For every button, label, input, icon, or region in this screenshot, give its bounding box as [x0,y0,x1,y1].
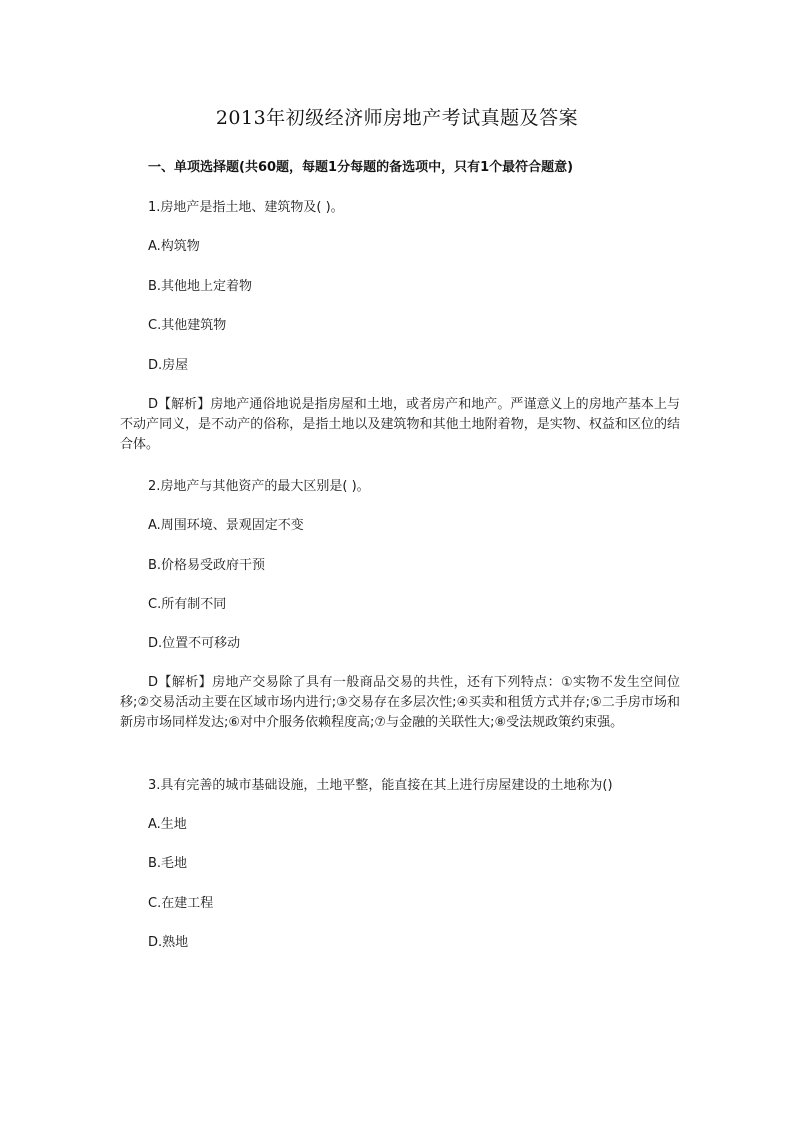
question-3-option-c: C.在建工程 [148,896,214,911]
question-2-option-a: A.周围环境、景观固定不变 [148,518,304,533]
question-2-option-c: C.所有制不同 [148,597,227,612]
question-1-analysis: D【解析】房地产通俗地说是指房屋和土地，或者房产和地产。严谨意义上的房地产基本上与不动产同义，是不动产的俗称，是指土地以及建筑物和其他土地附着物，是实物、权益和区位的结合体。 [120,397,680,452]
question-1-option-b: B.其他地上定着物 [148,279,253,294]
section-heading: 一、单项选择题(共60题，每题1分每题的备选项中，只有1个最符合题意) [148,160,574,175]
question-3-option-a: A.生地 [148,817,187,832]
question-2-option-b: B.价格易受政府干预 [148,558,266,573]
question-3-stem: 3.具有完善的城市基础设施，土地平整，能直接在其上进行房屋建设的土地称为() [148,778,613,793]
question-1-stem: 1.房地产是指土地、建筑物及( )。 [148,200,344,215]
page-title: 2013年初级经济师房地产考试真题及答案 [215,107,579,129]
question-1-option-c: C.其他建筑物 [148,318,227,333]
question-2-analysis: D【解析】房地产交易除了具有一般商品交易的共性，还有下列特点：①实物不发生空间位移;②交易活动主要在区域市场内进行;③交易存在多层次性;④买卖和租赁方式并存;⑤二手房市场和新房市场同样发达;⑥对中介服务依赖程度高;⑦与金融的关联性大;⑧受法规政策约束强。 [120,675,680,730]
question-3-option-d: D.熟地 [148,935,189,950]
question-2-option-d: D.位置不可移动 [148,636,241,651]
question-1-option-d: D.房屋 [148,358,189,373]
question-2-stem: 2.房地产与其他资产的最大区别是( )。 [148,479,370,494]
question-1-option-a: A.构筑物 [148,239,200,254]
question-3-option-b: B.毛地 [148,856,188,871]
